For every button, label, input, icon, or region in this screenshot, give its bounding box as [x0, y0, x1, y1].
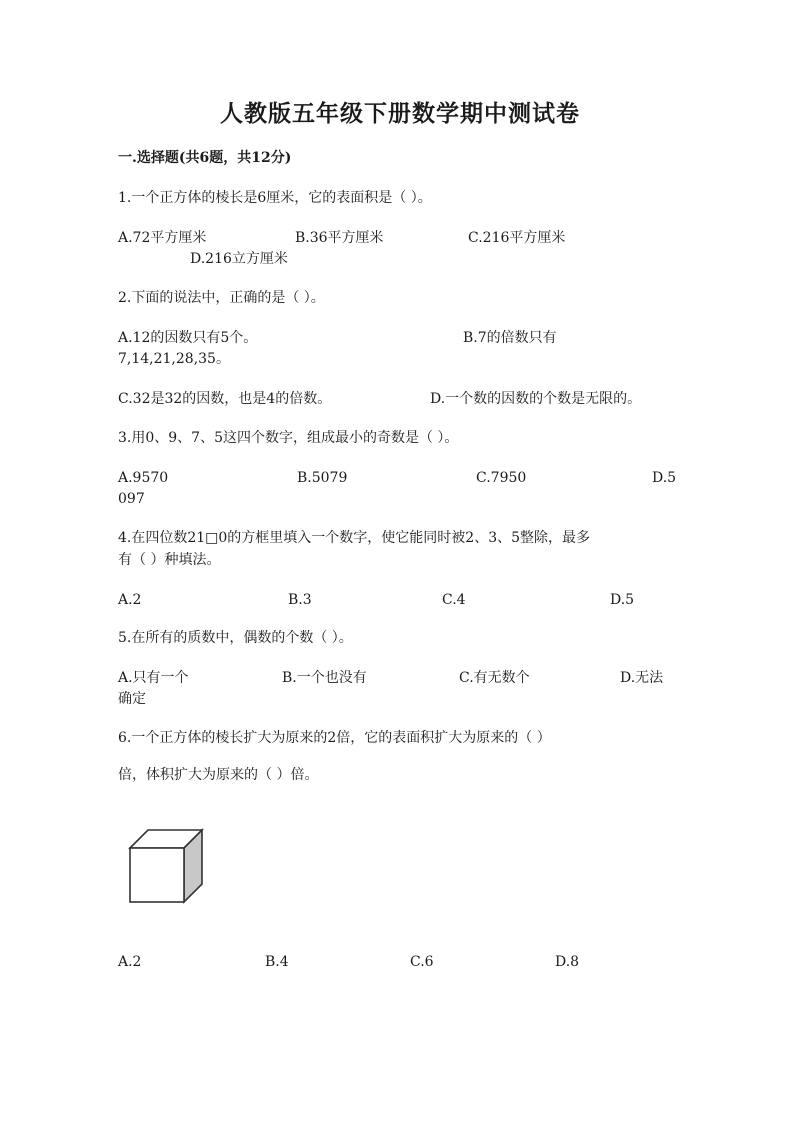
question-4-option-a: A.2 — [118, 592, 142, 608]
question-1-option-c: C.216平方厘米 — [468, 230, 566, 246]
question-6-option-c: C.6 — [410, 954, 434, 970]
question-1-option-a: A.72平方厘米 — [118, 230, 207, 246]
question-3-option-a: A.9570 — [118, 470, 169, 486]
question-4-option-b: B.3 — [288, 592, 312, 608]
question-2-option-b: B.7的倍数只有 — [463, 330, 557, 346]
question-3-option-b: B.5079 — [297, 470, 348, 486]
question-4-stem-line1: 4.在四位数21□0的方框里填入一个数字，使它能同时被2、3、5整除，最多 — [118, 530, 591, 546]
cube-figure — [128, 828, 204, 904]
question-6-stem-line1: 6.一个正方体的棱长扩大为原来的2倍，它的表面积扩大为原来的（ ） — [118, 730, 551, 746]
question-5-option-c: C.有无数个 — [459, 670, 530, 686]
question-6-option-d: D.8 — [555, 954, 580, 970]
cube-front-face — [130, 848, 184, 902]
question-5-option-d-cont: 确定 — [118, 691, 146, 707]
question-2-option-c: C.32是32的因数，也是4的倍数。 — [118, 391, 332, 407]
page-title: 人教版五年级下册数学期中测试卷 — [220, 100, 580, 127]
question-1-option-b: B.36平方厘米 — [295, 230, 384, 246]
question-5-option-b: B.一个也没有 — [282, 670, 367, 686]
section-header: 一.选择题(共6题，共12分) — [118, 150, 292, 166]
question-4-option-d: D.5 — [610, 592, 635, 608]
question-4-stem-line2: 有（ ）种填法。 — [118, 552, 221, 568]
question-2-option-d: D.一个数的因数的个数是无限的。 — [430, 391, 642, 407]
question-3-stem: 3.用0、9、7、5这四个数字，组成最小的奇数是（ ）。 — [118, 430, 459, 446]
question-2-option-a: A.12的因数只有5个。 — [118, 330, 258, 346]
question-1-option-d: D.216立方厘米 — [190, 251, 288, 267]
question-3-option-c: C.7950 — [476, 470, 527, 486]
question-1-stem: 1.一个正方体的棱长是6厘米，它的表面积是（ ）。 — [118, 190, 432, 206]
question-3-option-d: D.5 — [652, 470, 677, 486]
question-3-option-d-cont: 097 — [118, 491, 145, 507]
question-5-option-a: A.只有一个 — [118, 670, 189, 686]
question-5-stem: 5.在所有的质数中，偶数的个数（ ）。 — [118, 630, 353, 646]
question-6-option-a: A.2 — [118, 954, 142, 970]
question-4-option-c: C.4 — [442, 592, 466, 608]
question-6-option-b: B.4 — [265, 954, 289, 970]
question-2-stem: 2.下面的说法中，正确的是（ ）。 — [118, 290, 325, 306]
question-6-stem-line2: 倍，体积扩大为原来的（ ）倍。 — [118, 767, 319, 783]
question-5-option-d: D.无法 — [620, 670, 664, 686]
question-2-option-b-cont: 7,14,21,28,35。 — [118, 351, 230, 367]
